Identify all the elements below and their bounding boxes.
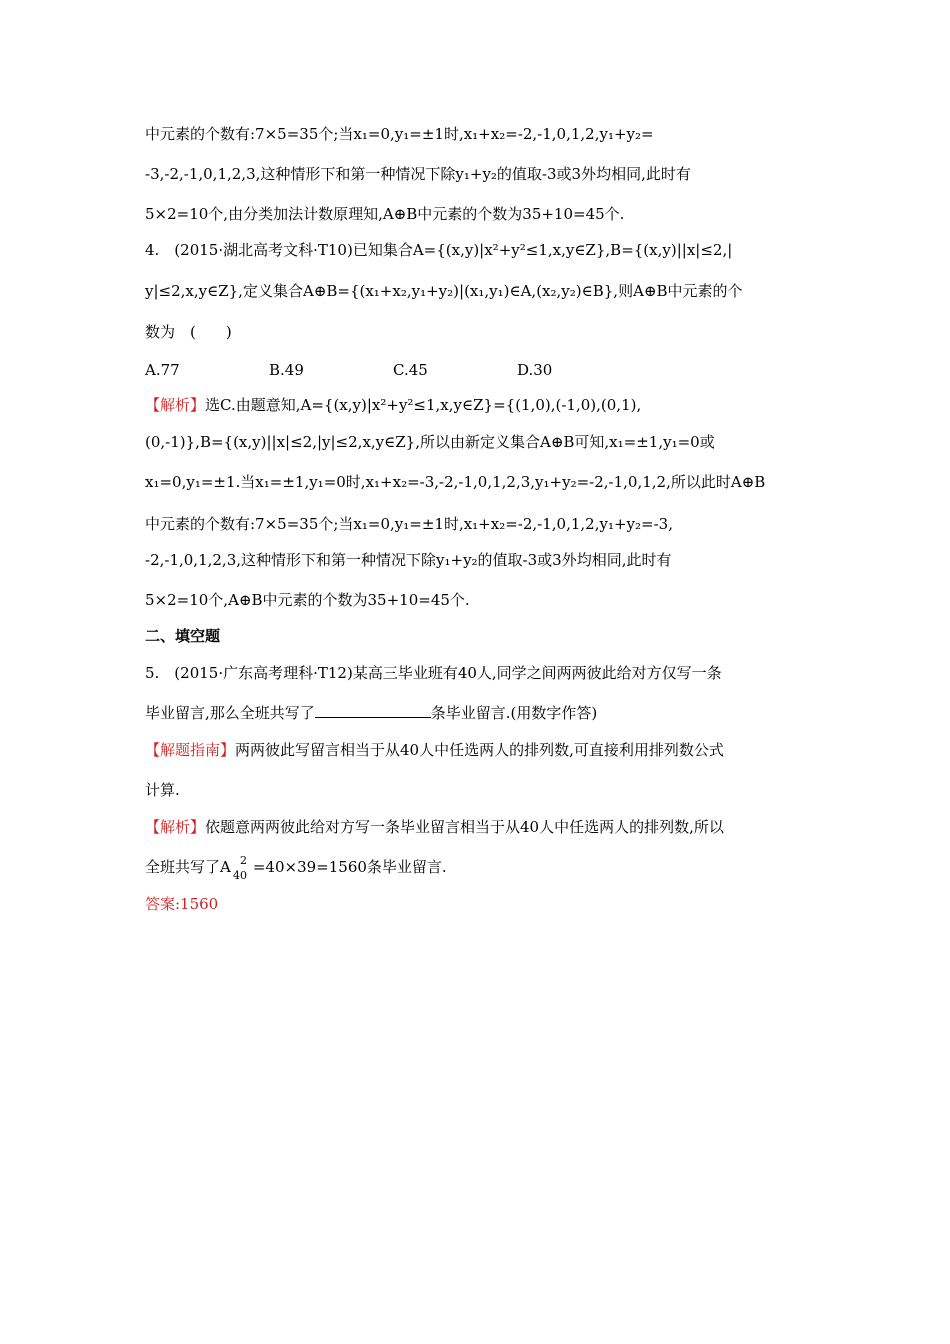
question-5-text: 毕业留言,那么全班共写了 bbox=[145, 704, 315, 722]
question-5-line: 5. (2015·广东高考理科·T12)某高三毕业班有40人,同学之间两两彼此给对方仅写一条 bbox=[145, 664, 722, 682]
permutation-sub: 40 bbox=[233, 869, 248, 882]
option-d: D.30 bbox=[517, 361, 553, 379]
option-b: B.49 bbox=[269, 361, 304, 379]
solution-text: 选C.由题意知,A={(x,y)|x²+y²≤1,x,y∈Z}={(1,0),(-1,0),(0,1), bbox=[205, 396, 642, 414]
guide-text: 两两彼此写留言相当于从40人中任选两人的排列数,可直接利用排列数公式 bbox=[235, 741, 724, 759]
option-c: C.45 bbox=[393, 361, 428, 379]
section-heading: 二、填空题 bbox=[145, 627, 221, 645]
text-line: 中元素的个数有:7×5=35个;当x₁=0,y₁=±1时,x₁+x₂=-2,-1,0,1,2,y₁+y₂= bbox=[145, 125, 654, 143]
guide-line bbox=[145, 740, 724, 760]
explanation-text: 依题意两两彼此给对方写一条毕业留言相当于从40人中任选两人的排列数,所以 bbox=[205, 818, 724, 836]
solution-line: 中元素的个数有:7×5=35个;当x₁=0,y₁=±1时,x₁+x₂=-2,-1,0,1,2,y₁+y₂=-3, bbox=[145, 515, 673, 533]
explanation-text: 全班共写了 bbox=[145, 858, 221, 876]
question-4-line: y|≤2,x,y∈Z},定义集合A⊕B={(x₁+x₂,y₁+y₂)|(x₁,y₁)∈A,(x₂,y₂)∈B},则A⊕B中元素的个 bbox=[145, 282, 743, 300]
solution-line bbox=[145, 395, 641, 415]
explanation-line bbox=[145, 854, 447, 882]
solution-line: x₁=0,y₁=±1.当x₁=±1,y₁=0时,x₁+x₂=-3,-2,-1,0,1,2,3,y₁+y₂=-2,-1,0,1,2,所以此时A⊕B bbox=[145, 473, 766, 491]
options-row bbox=[145, 360, 641, 380]
text-line: -3,-2,-1,0,1,2,3,这种情形下和第一种情况下除y₁+y₂的值取-3或3外均相同,此时有 bbox=[145, 165, 691, 183]
guide-tag: 【解题指南】 bbox=[145, 741, 236, 759]
text-line: 5×2=10个,由分类加法计数原理知,A⊕B中元素的个数为35+10=45个. bbox=[145, 205, 625, 223]
question-4-line: 数为 ( ) bbox=[145, 323, 232, 341]
jiexi-tag: 【解析】 bbox=[145, 818, 206, 836]
permutation-symbol bbox=[220, 854, 253, 882]
jiexi-tag: 【解析】 bbox=[145, 396, 206, 414]
permutation-sup: 2 bbox=[240, 854, 248, 867]
answer-line: 答案:1560 bbox=[145, 895, 219, 913]
solution-line: -2,-1,0,1,2,3,这种情形下和第一种情况下除y₁+y₂的值取-3或3外均相同,此时有 bbox=[145, 551, 672, 569]
solution-line: 5×2=10个,A⊕B中元素的个数为35+10=45个. bbox=[145, 591, 470, 609]
answer-blank bbox=[315, 703, 431, 718]
question-5-line bbox=[145, 703, 597, 723]
permutation-letter: A bbox=[220, 858, 231, 876]
explanation-line bbox=[145, 817, 724, 837]
solution-line: (0,-1)},B={(x,y)||x|≤2,|y|≤2,x,y∈Z},所以由新定义集合A⊕B可知,x₁=±1,y₁=0或 bbox=[145, 433, 715, 451]
question-4-line: 4. (2015·湖北高考文科·T10)已知集合A={(x,y)|x²+y²≤1,x,y∈Z},B={(x,y)||x|≤2,| bbox=[145, 241, 733, 259]
option-a: A.77 bbox=[145, 361, 180, 379]
explanation-text: =40×39=1560条毕业留言. bbox=[252, 858, 447, 876]
question-5-text: 条毕业留言.(用数字作答) bbox=[430, 704, 598, 722]
guide-line: 计算. bbox=[145, 781, 180, 799]
